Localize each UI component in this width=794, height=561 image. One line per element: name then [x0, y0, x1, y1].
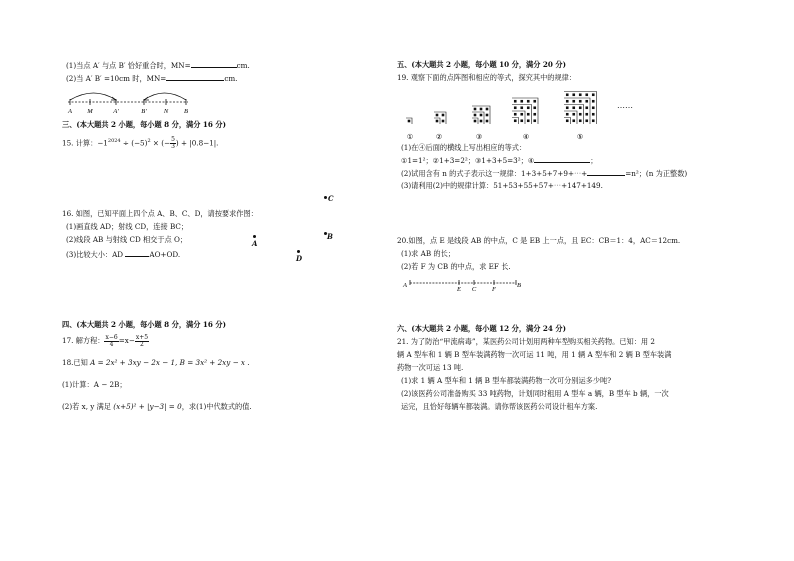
dot-array-dot	[566, 100, 569, 103]
fig-label-2: ②	[435, 133, 443, 141]
dot-array-dot	[527, 119, 530, 122]
dot-array-dot	[527, 113, 530, 116]
q20-part1: (1)求 AB 的长；	[401, 249, 455, 258]
answer-blank	[587, 168, 625, 176]
dot-array-dot	[585, 113, 588, 116]
q19-stem: 19. 观察下面的点阵图和相应的等式，探究其中的规律：	[397, 73, 577, 82]
dot-array-dot	[592, 113, 595, 116]
q21-part1: (1)求 1 辆 A 型车和 1 辆 B 型车都装满药物一次可分别运多少吨?	[401, 376, 612, 385]
answer-blank	[166, 73, 224, 81]
dot-array-dot	[579, 100, 582, 103]
fraction-x-plus-5-over-2: $\frac{x+5}{2}$	[135, 333, 149, 348]
point-label-B: B	[327, 232, 333, 241]
q20-part2: (2)若 F 为 CB 的中点，求 EF 长.	[401, 262, 511, 271]
dot-array-dot	[436, 114, 439, 117]
dot-array-dot	[566, 93, 569, 96]
seg20-label-E: E	[457, 286, 461, 293]
dot-array-dot	[514, 100, 517, 103]
dot-array-dot	[408, 120, 411, 123]
dot-array-dot	[442, 120, 445, 123]
dot-array-dot	[579, 93, 582, 96]
dot-array-dot	[480, 120, 483, 123]
dot-array-figure	[400, 84, 640, 144]
dot-array-dot	[527, 106, 530, 109]
dot-array-dot	[592, 93, 595, 96]
seg20-label-F: F	[492, 286, 496, 293]
dot-array-dot	[566, 113, 569, 116]
seg-label-N: N	[163, 108, 169, 115]
q16-stem: 16. 如图，已知平面上四个点 A、B、C、D，请按要求作图：	[62, 209, 258, 218]
q14-part2: (2)当 A′ B′ =10cm 时，MN= cm.	[66, 74, 238, 83]
point-C	[324, 196, 327, 199]
dot-array-dot	[436, 120, 439, 123]
dot-array-dot	[572, 100, 575, 103]
section-3-title: 三、(本大题共 2 小题，每小题 8 分，满分 16 分)	[62, 120, 227, 129]
dot-array-dot	[533, 113, 536, 116]
fraction-x-minus-6-over-4: $\frac{x-6}{4}$	[105, 333, 118, 348]
seg-label-A-prime: A′	[113, 108, 119, 115]
dot-array-dot	[585, 93, 588, 96]
q19-part2: (2)试用含有 n 的式子表示这一规律：1+3+5+7+9+⋯+ =n²；(n 为正整数)	[401, 169, 688, 178]
q19-part1: (1)在④后面的横线上写出相应的等式：	[401, 143, 527, 152]
q14-part1: (1)当点 A′ 与点 B′ 恰好重合时，MN= cm.	[66, 61, 250, 70]
dot-array-dot	[442, 114, 445, 117]
dot-array-dot	[579, 106, 582, 109]
point-A	[253, 235, 256, 238]
dot-array-dot	[520, 106, 523, 109]
dot-array-dot	[533, 106, 536, 109]
point-label-A: A	[252, 239, 258, 248]
dot-array-ellipsis: ……	[617, 101, 633, 110]
dot-array-dot	[566, 119, 569, 122]
q20-stem: 20.如图，点 E 是线段 AB 的中点，C 是 EB 上一点，且 EC：CB＝1：4，AC＝12cm.	[397, 236, 681, 245]
dot-array-dot	[474, 114, 477, 117]
q17: 17. 解方程： $\frac{x-6}{4}$ =x− $\frac{x+5}{2}$	[62, 333, 149, 348]
answer-blank	[125, 249, 149, 257]
q21-part2a: (2)该医药公司准备购买 33 吨药物，计划同时租用 A 型车 a 辆，B 型车 b 辆，一次	[401, 389, 669, 398]
q21-line1: 21. 为了防治“甲流病毒”，某医药公司计划用两种车型购买相关药物。已知：用 2	[397, 337, 655, 346]
dot-array-dot	[520, 100, 523, 103]
section-4-title: 四、(本大题共 2 小题，每小题 8 分，满分 16 分)	[62, 320, 227, 329]
q18-stem: 18.已知 A = 2x² + 3xy − 2x − 1, B = 3x² + 2xy − x .	[62, 358, 250, 367]
seg-label-B-prime: B′	[141, 108, 147, 115]
dot-array-dot	[572, 113, 575, 116]
dot-array-dot	[592, 106, 595, 109]
fig-label-3: ③	[475, 133, 483, 141]
dot-array-dot	[514, 106, 517, 109]
dot-array-dot	[474, 120, 477, 123]
dot-array-dot	[579, 119, 582, 122]
segment-figure-14	[62, 84, 202, 116]
dot-array-dot	[486, 114, 489, 117]
segment-figure-20	[398, 276, 528, 296]
seg20-label-B: B	[517, 282, 521, 289]
section-5-title: 五、(本大题共 2 小题，每小题 10 分，满分 20 分)	[397, 60, 567, 69]
dot-array-dot	[533, 100, 536, 103]
q21-part2b: 运完，且恰好每辆车都装满。请你帮该医药公司设计租车方案.	[401, 402, 598, 411]
q18-part2: (2)若 x, y 满足 (x+5)² + |y−3| = 0，求(1)中代数式的值.	[62, 402, 252, 411]
dot-array-dot	[514, 119, 517, 122]
point-D	[297, 250, 300, 253]
dot-array-dot	[592, 100, 595, 103]
dot-array-dot	[572, 119, 575, 122]
fig-label-1: ①	[406, 133, 414, 141]
dot-array-dot	[520, 119, 523, 122]
section-6-title: 六、(本大题共 2 小题，每小题 12 分，满分 24 分)	[397, 324, 567, 333]
dot-array-dot	[592, 119, 595, 122]
seg-label-M: M	[87, 108, 93, 115]
fig-label-5: ⑤	[576, 133, 584, 141]
dot-array-dot	[486, 108, 489, 111]
seg-label-A: A	[68, 108, 72, 115]
dot-array-dot	[474, 108, 477, 111]
point-label-C: C	[328, 194, 334, 203]
dot-array-dot	[533, 119, 536, 122]
dot-array-dot	[579, 113, 582, 116]
q16-part3: (3)比较大小：AD AO+OD.	[66, 250, 181, 259]
q21-line3: 药物一次可运 13 吨.	[397, 363, 464, 372]
seg20-label-A: A	[403, 282, 407, 289]
seg20-label-C: C	[471, 286, 477, 293]
q19-part3: (3)请利用(2)中的规律计算：51+53+55+57+⋯+147+149.	[401, 181, 603, 190]
seg-label-B: B	[184, 108, 188, 115]
dot-array-dot	[572, 106, 575, 109]
q16-part1: (1)画直线 AD；射线 CD，连接 BC；	[66, 222, 189, 231]
dot-array-dot	[566, 106, 569, 109]
fraction-5-3: $\frac{5}{3}$	[171, 135, 175, 150]
dot-array-dot	[520, 113, 523, 116]
q21-line2: 辆 A 型车和 1 辆 B 型车装满药物一次可运 11 吨，用 1 辆 A 型车和 2 辆 B 型车装满	[397, 350, 672, 359]
q19-equations: ①1=1²；②1+3=2²；③1+3+5=3²；④ ；	[401, 156, 598, 165]
q16-part2: (2)线段 AB 与射线 CD 相交于点 O；	[66, 235, 188, 244]
point-label-D: D	[296, 254, 303, 263]
dot-array-dot	[572, 93, 575, 96]
dot-array-dot	[585, 106, 588, 109]
q18-part1: (1)计算：A − 2B；	[62, 380, 127, 389]
answer-blank	[534, 155, 590, 163]
dot-array-dot	[585, 100, 588, 103]
dot-array-dot	[514, 113, 517, 116]
dot-array-dot	[480, 114, 483, 117]
answer-blank	[191, 60, 237, 68]
dot-array-dot	[480, 108, 483, 111]
fig-label-4: ④	[522, 133, 530, 141]
dot-array-dot	[585, 119, 588, 122]
q15: 15. 计算：$-1^{2024} \div (-5)^2$ × (− $\frac{5}{3}$ ) + |0.8−1|.	[62, 135, 219, 150]
dot-array-dot	[486, 120, 489, 123]
dot-array-dot	[527, 100, 530, 103]
